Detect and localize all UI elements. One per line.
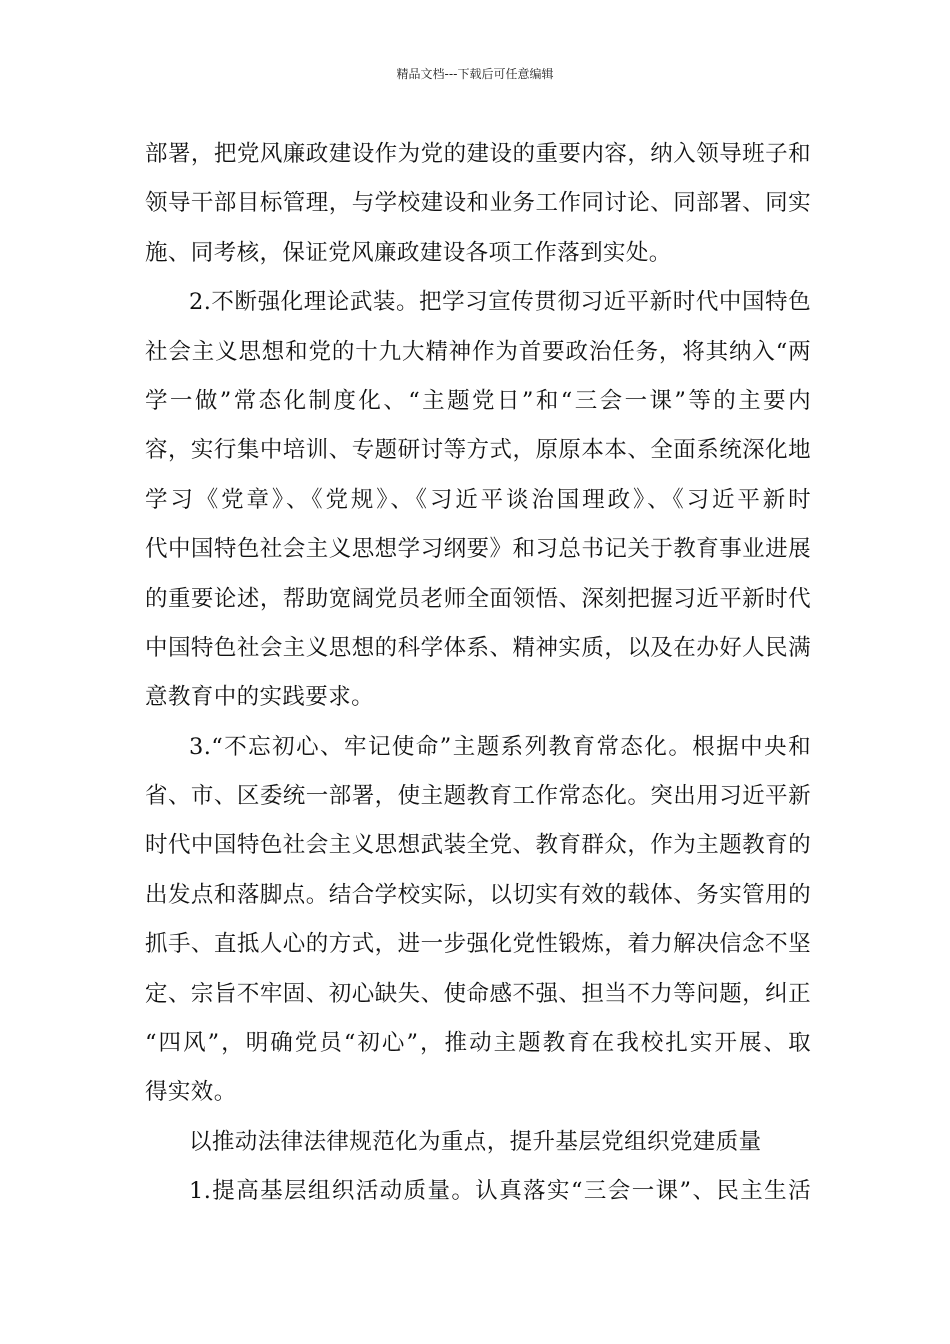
text-line: 2.不断强化理论武装。把学习宣传贯彻习近平新时代中国特色: [189, 289, 811, 316]
text-line: 定、宗旨不牢固、初心缺失、使命感不强、担当不力等问题，纠正: [145, 980, 811, 1007]
page-header: 精品文档---下载后可任意编辑: [396, 67, 554, 81]
text-line: “四风”，明确党员“初心”，推动主题教育在我校扎实开展、取: [145, 1030, 811, 1057]
text-line: 领导干部目标管理，与学校建设和业务工作同讨论、同部署、同实: [145, 190, 811, 217]
text-line: 施、同考核，保证党风廉政建设各项工作落到实处。: [145, 239, 672, 266]
text-line: 中国特色社会主义思想的科学体系、精神实质，以及在办好人民满: [145, 634, 811, 661]
text-line: 1.提高基层组织活动质量。认真落实“三会一课”、民主生活: [189, 1178, 811, 1205]
text-line: 学一做”常态化制度化、“主题党日”和“三会一课”等的主要内: [145, 387, 811, 414]
text-line: 3.“不忘初心、牢记使命”主题系列教育常态化。根据中央和: [189, 733, 811, 760]
text-line: 代中国特色社会主义思想学习纲要》和习总书记关于教育事业进展: [145, 536, 811, 563]
text-line: 以推动法律法律规范化为重点，提升基层党组织党建质量: [189, 1128, 762, 1155]
document-body: [145, 130, 811, 1217]
text-line: 得实效。: [145, 1079, 237, 1106]
text-line: 意教育中的实践要求。: [145, 684, 375, 711]
text-line: 出发点和落脚点。结合学校实际，以切实有效的载体、务实管用的: [145, 881, 811, 908]
text-line: 时代中国特色社会主义思想武装全党、教育群众，作为主题教育的: [145, 832, 811, 859]
text-line: 的重要论述，帮助宽阔党员老师全面领悟、深刻把握习近平新时代: [145, 585, 811, 612]
text-line: 学习《党章》、《党规》、《习近平谈治国理政》、《习近平新时: [145, 486, 811, 513]
text-line: 社会主义思想和党的十九大精神作为首要政治任务，将其纳入“两: [145, 338, 811, 365]
text-line: 抓手、直抵人心的方式，进一步强化党性锻炼，着力解决信念不坚: [145, 931, 811, 958]
text-line: 部署，把党风廉政建设作为党的建设的重要内容，纳入领导班子和: [145, 141, 811, 167]
text-line: 省、市、区委统一部署，使主题教育工作常态化。突出用习近平新: [145, 783, 811, 810]
text-line: 容，实行集中培训、专题研讨等方式，原原本本、全面系统深化地: [145, 437, 811, 464]
